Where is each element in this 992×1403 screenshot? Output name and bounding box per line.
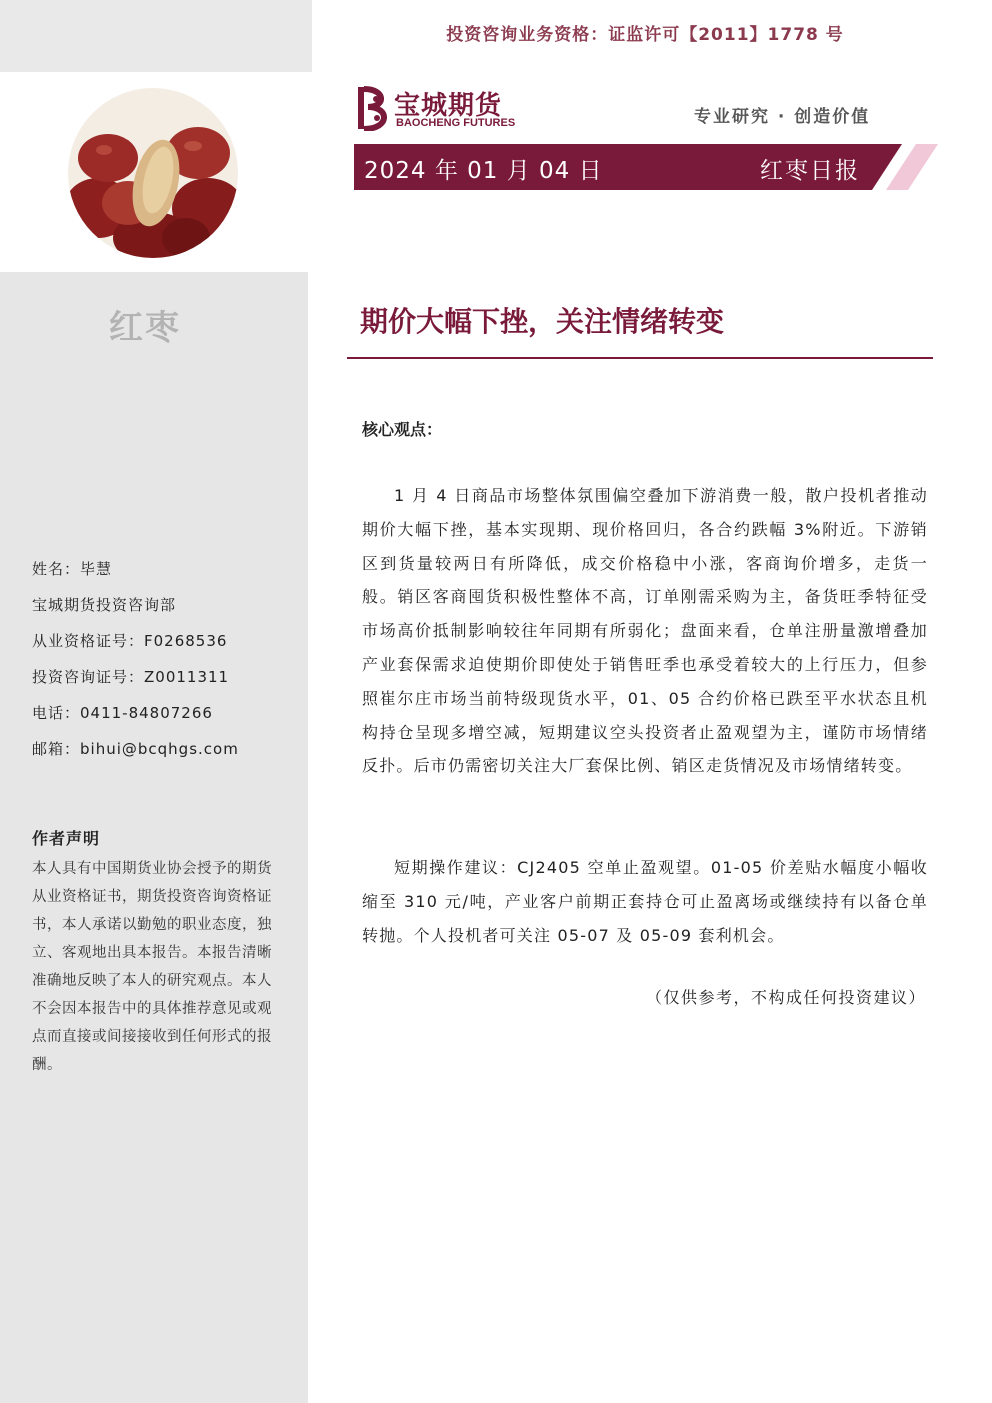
core-view-paragraph: 1 月 4 日商品市场整体氛围偏空叠加下游消费一般，散户投机者推动期价大幅下挫，基本实现期、现价格回归，各合约跌幅 3%附近。下游销区到货量较两日有所降低，成交价格稳中小涨，客商询价增多，走货一般。销区客商囤货积极性整体不高，订单刚需采购为主，备货旺季特征受市场高价抵制影响较往年同期有所弱化；盘面来看，仓单注册量激增叠加产业套保需求迫使期价即使处于销售旺季也承受着较大的上行压力，但参照崔尔庄市场当前特级现货水平，01、05 合约价格已跌至平水状态且机构持仓呈现多增空减，短期建议空头投资者止盈观望为主，谨防市场情绪反扑。后市仍需密切关注大厂套保比例、销区走货情况及市场情绪转变。 bbox=[362, 486, 928, 776]
commodity-title: 红枣 bbox=[109, 308, 181, 348]
company-name-cn: 宝城期货 bbox=[394, 91, 503, 121]
logo-mark-icon bbox=[356, 85, 392, 131]
sidebar-top-strip bbox=[0, 0, 312, 72]
slogan: 专业研究 · 创造价值 bbox=[694, 107, 871, 127]
phone-number: 电话：0411-84807266 bbox=[32, 704, 213, 722]
declaration-body: 本人具有中国期货业协会授予的期货从业资格证书，期货投资咨询资格证书，本人承诺以勤勉的职业态度，独立、客观地出具本报告。本报告清晰准确地反映了本人的研究观点。本人不会因本报告中的具体推荐意见或观点而直接或间接接收到任何形式的报酬。 bbox=[32, 861, 272, 1073]
headline-divider bbox=[347, 357, 933, 359]
company-logo bbox=[356, 85, 526, 133]
report-date: 2024 年 01 月 04 日 bbox=[364, 158, 603, 184]
headline: 期价大幅下挫，关注情绪转变 bbox=[360, 305, 725, 338]
author-name: 姓名：毕慧 bbox=[32, 560, 113, 578]
operation-advice-paragraph: 短期操作建议：CJ2405 空单止盈观望。01-05 价差贴水幅度小幅收缩至 310 元/吨，产业客户前期正套持仓可止盈离场或继续持有以备仓单转抛。个人投机者可关注 05-07 及 05-09 套利机会。 bbox=[362, 858, 928, 945]
company-name-en: BAOCHENG FUTURES bbox=[396, 117, 516, 129]
license-text: 投资咨询业务资格：证监许可【2011】1778 号 bbox=[446, 25, 844, 45]
author-department: 宝城期货投资咨询部 bbox=[32, 596, 177, 614]
core-view-label: 核心观点： bbox=[362, 420, 443, 439]
declaration-title: 作者声明 bbox=[32, 829, 101, 848]
jujube-photo bbox=[68, 88, 238, 258]
disclaimer: （仅供参考，不构成任何投资建议） bbox=[645, 988, 926, 1007]
qualification-number: 从业资格证号：F0268536 bbox=[32, 632, 228, 650]
author-contact bbox=[32, 558, 239, 774]
email-address[interactable]: 邮箱：bihui@bcqhgs.com bbox=[32, 740, 239, 758]
report-type: 红枣日报 bbox=[760, 158, 860, 184]
consulting-number: 投资咨询证号：Z0011311 bbox=[32, 668, 230, 686]
date-banner bbox=[354, 144, 938, 190]
